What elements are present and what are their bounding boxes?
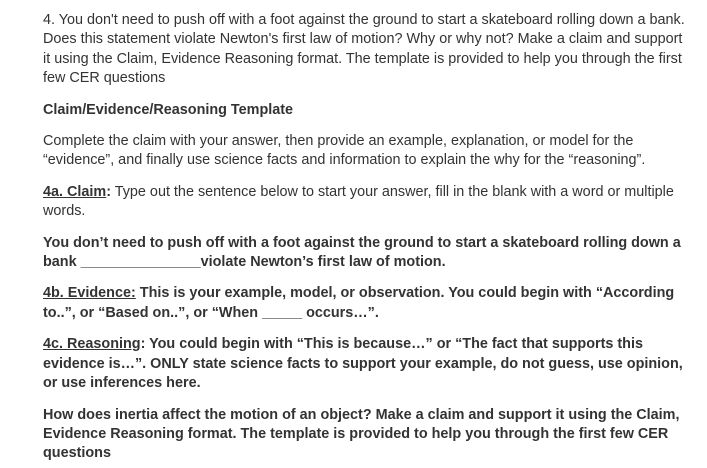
reasoning-label: 4c. Reasoning — [43, 336, 141, 353]
claim-sentence: You don’t need to push off with a foot against the ground to start a skateboard rolling down a bank _______________violate Newton’s first law of motion. — [43, 234, 681, 271]
evidence-label: 4b. Evidence: — [43, 285, 136, 302]
evidence-instruction-text: This is your example, model, or observation. You could begin with “According to..”, or “Based on..”, or “When _____ occurs…”. — [43, 285, 675, 321]
claim-instruction-text: Type out the sentence below to start your answer, fill in the blank with a word or multiple words. — [43, 183, 674, 220]
template-instructions: Complete the claim with your answer, then provide an example, explanation, or model for the “evidence”, and finally use science facts and information to explain the why for the “reasoning”. — [43, 133, 646, 169]
claim-colon: : — [106, 183, 111, 200]
claim-instructions — [43, 183, 687, 222]
claim-label: 4a. Claim — [43, 183, 107, 200]
evidence-instructions — [43, 284, 687, 323]
reasoning-instructions — [43, 335, 687, 393]
reasoning-instruction-text: : You could begin with “This is because…” or “The fact that supports this evidence is…”. ONLY state science facts to support your example, do not guess, use opinion, or use inferences here. — [43, 336, 683, 392]
question-5-prompt: How does inertia affect the motion of an object? Make a claim and support it using the Claim, Evidence Reasoning format. The template is provided to help you through the first few CER questions — [43, 406, 680, 462]
template-heading: Claim/Evidence/Reasoning Template — [43, 101, 294, 118]
question-4-prompt: 4. You don't need to push off with a foot against the ground to start a skateboard rolling down a bank. Does this statement violate Newton's first law of motion? Why or why not? Make a claim and support it using the Claim, Evidence Reasoning format. The template is provided to help you through the first few CER questions — [43, 12, 685, 87]
